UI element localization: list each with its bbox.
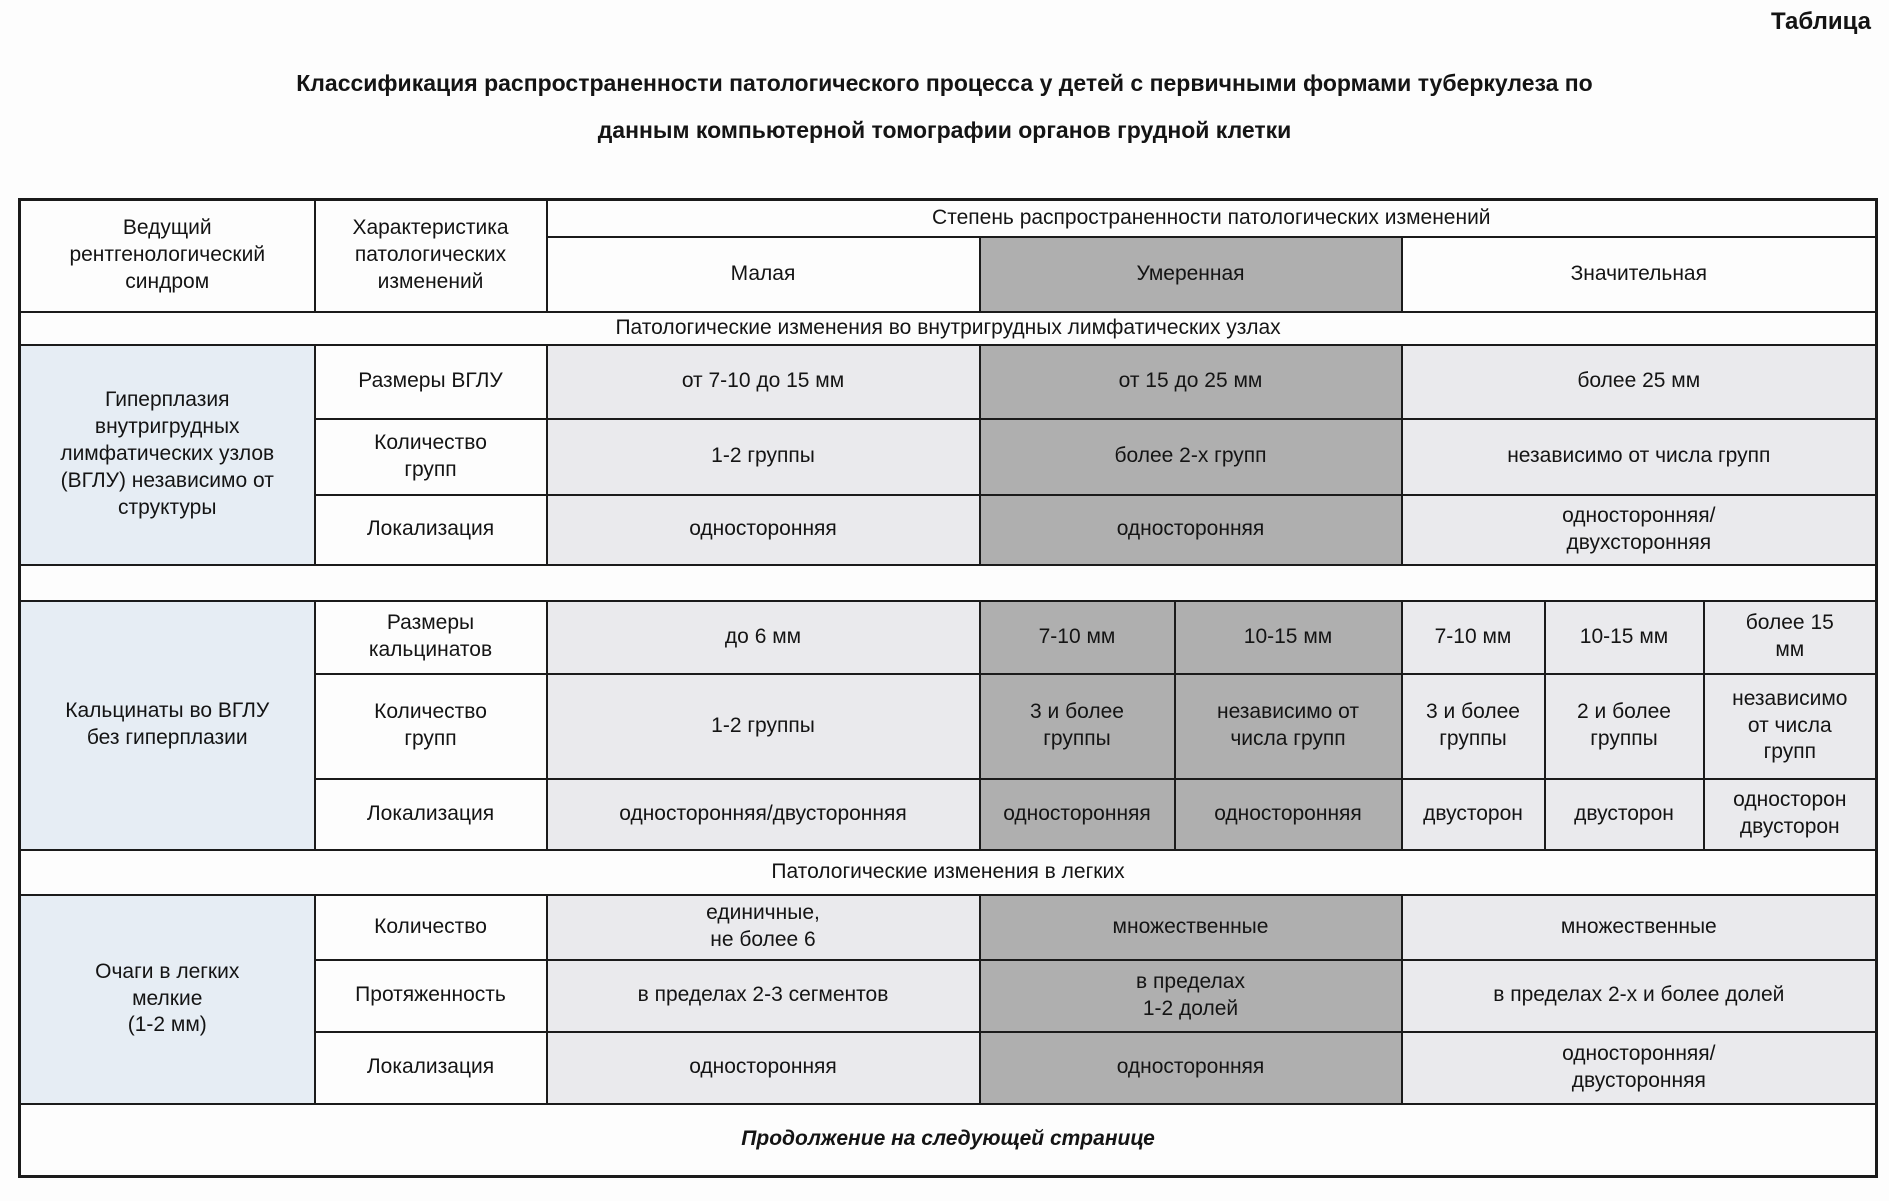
cell-b2r3-zn2: двусторон [1545, 779, 1704, 850]
cell-b2r1-zn1: 7-10 мм [1402, 601, 1545, 674]
cell-b2r2-small: 1-2 группы [547, 674, 980, 779]
section-row-lungs: Патологические изменения в легких [20, 850, 1877, 895]
cell-b1r2-label: Количество групп [315, 419, 547, 495]
cell-b2r2-zn1: 3 и более группы [1402, 674, 1545, 779]
cell-b3r1-moderate: множественные [980, 895, 1402, 960]
cell-b3r1-small: единичные, не более 6 [547, 895, 980, 960]
header-cell-significant: Значительная [1402, 237, 1877, 312]
continuation-note: Продолжение на следующей странице [20, 1104, 1877, 1177]
section-row-nodes: Патологические изменения во внутригрудных лимфатических узлах [20, 312, 1877, 345]
cell-b3r2-small: в пределах 2-3 сегментов [547, 960, 980, 1032]
cell-b1r2-moderate: более 2-х групп [980, 419, 1402, 495]
cell-b2r2-um2: независимо от числа групп [1175, 674, 1402, 779]
cell-b3r3-label: Локализация [315, 1032, 547, 1104]
cell-b2r3-um1: односторонняя [980, 779, 1175, 850]
cell-b1-syndrome: Гиперплазия внутригрудных лимфатических узлов (ВГЛУ) независимо от структуры [20, 345, 315, 565]
header-cell-small: Малая [547, 237, 980, 312]
cell-b1r1-significant: более 25 мм [1402, 345, 1877, 419]
cell-b2r3-zn1: двусторон [1402, 779, 1545, 850]
header-cell-degree: Степень распространенности патологических изменений [547, 200, 1877, 237]
spacer-row [20, 565, 1877, 601]
cell-b3r2-moderate: в пределах 1-2 долей [980, 960, 1402, 1032]
header-cell-syndrome: Ведущий рентгенологический синдром [20, 200, 315, 312]
cell-b1r1-moderate: от 15 до 25 мм [980, 345, 1402, 419]
cell-b2r3-um2: односторонняя [1175, 779, 1402, 850]
cell-b3r1-significant: множественные [1402, 895, 1877, 960]
cell-b2r3-label: Локализация [315, 779, 547, 850]
cell-b1r2-significant: независимо от числа групп [1402, 419, 1877, 495]
header-cell-moderate: Умеренная [980, 237, 1402, 312]
cell-b1r2-small: 1-2 группы [547, 419, 980, 495]
cell-b1r3-label: Локализация [315, 495, 547, 565]
table-corner-label: Таблица [1770, 8, 1871, 35]
cell-b2r3-small: односторонняя/двусторонняя [547, 779, 980, 850]
cell-b2r1-um2: 10-15 мм [1175, 601, 1402, 674]
cell-b1r3-moderate: односторонняя [980, 495, 1402, 565]
cell-b3r3-significant: односторонняя/ двусторонняя [1402, 1032, 1877, 1104]
cell-b3r2-significant: в пределах 2-х и более долей [1402, 960, 1877, 1032]
cell-b3r3-small: односторонняя [547, 1032, 980, 1104]
cell-b2r1-small: до 6 мм [547, 601, 980, 674]
cell-b1r1-label: Размеры ВГЛУ [315, 345, 547, 419]
cell-b3r3-moderate: односторонняя [980, 1032, 1402, 1104]
cell-b2r1-zn3: более 15 мм [1704, 601, 1877, 674]
cell-b2r2-um1: 3 и более группы [980, 674, 1175, 779]
cell-b2r1-zn2: 10-15 мм [1545, 601, 1704, 674]
cell-b1r3-small: односторонняя [547, 495, 980, 565]
cell-b3r1-label: Количество [315, 895, 547, 960]
cell-b1r1-small: от 7-10 до 15 мм [547, 345, 980, 419]
header-cell-characteristic: Характеристика патологических изменений [315, 200, 547, 312]
cell-b3-syndrome: Очаги в легких мелкие (1-2 мм) [20, 895, 315, 1104]
table-title: Классификация распространенности патологического процесса у детей с первичными формами туберкулеза по данным компьютерной томографии органов грудной клетки [296, 70, 1593, 143]
cell-b2r2-zn2: 2 и более группы [1545, 674, 1704, 779]
classification-table [18, 198, 1878, 1178]
cell-b1r3-significant: односторонняя/ двухсторонняя [1402, 495, 1877, 565]
cell-b2r1-label: Размеры кальцинатов [315, 601, 547, 674]
cell-b2r1-um1: 7-10 мм [980, 601, 1175, 674]
cell-b2-syndrome: Кальцинаты во ВГЛУ без гиперплазии [20, 601, 315, 850]
cell-b3r2-label: Протяженность [315, 960, 547, 1032]
cell-b2r2-zn3: независимо от числа групп [1704, 674, 1877, 779]
cell-b2r2-label: Количество групп [315, 674, 547, 779]
cell-b2r3-zn3: односторон двусторон [1704, 779, 1877, 850]
